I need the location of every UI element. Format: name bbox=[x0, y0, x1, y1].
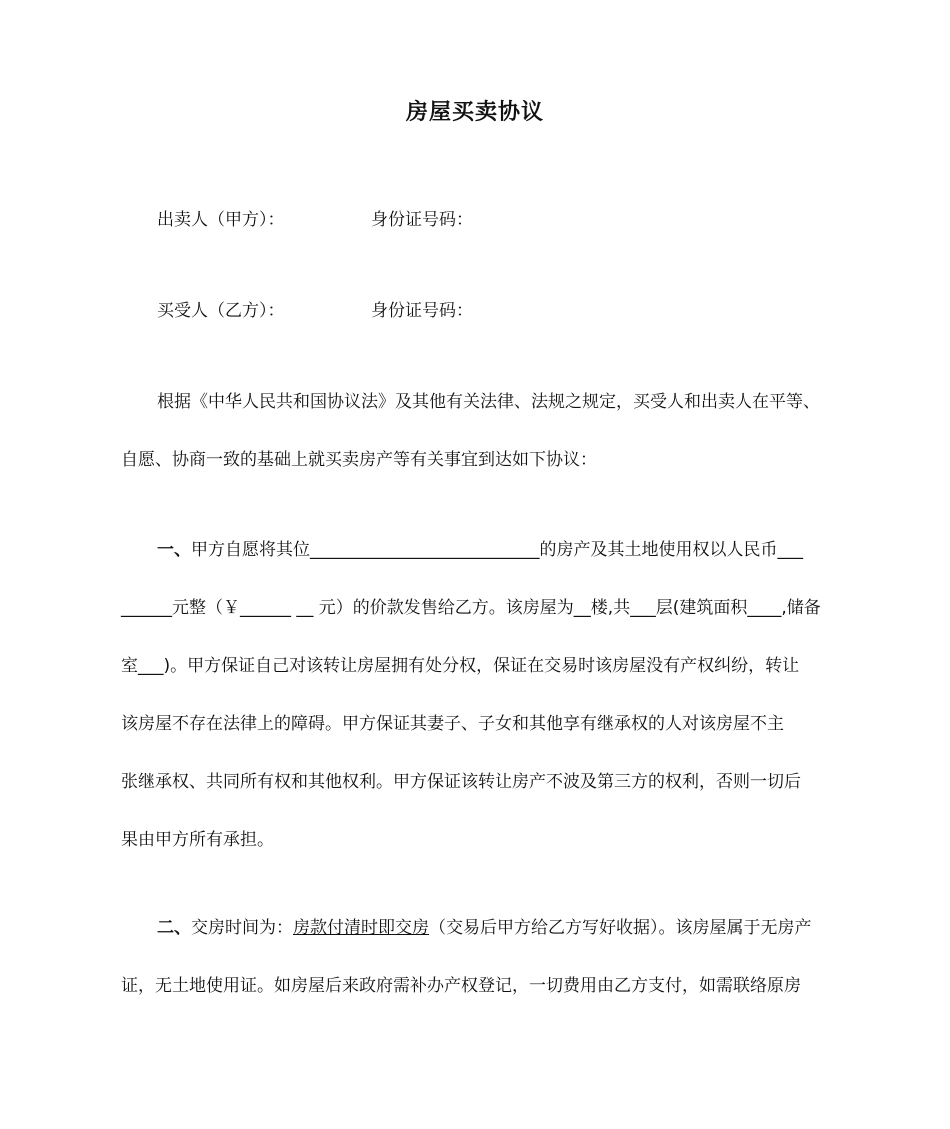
clause-2-suffix: （交易后甲方给乙方写好收据）。该房屋属于无房产 bbox=[429, 918, 812, 938]
seller-line bbox=[157, 208, 473, 232]
buyer-id-label: 身份证号码： bbox=[371, 301, 473, 321]
buyer-line bbox=[157, 299, 473, 323]
clause-2 bbox=[121, 899, 829, 1015]
clause-2-line-2: 证，无土地使用证。如房屋后来政府需补办产权登记，一切费用由乙方支付，如需联络原房 bbox=[121, 976, 801, 996]
clause-2-prefix: 交房时间为： bbox=[191, 918, 293, 938]
clause-1-line-2: ______元整（￥______ __ 元）的价款发售给乙方。该房屋为__楼,共___层(建筑面积____,储备 bbox=[121, 598, 821, 618]
clause-1-line-5: 张继承权、共同所有权和其他权利。甲方保证该转让房产不波及第三方的权利，否则一切后 bbox=[121, 772, 801, 792]
clause-1-number: 一、 bbox=[157, 540, 191, 560]
clause-1 bbox=[121, 521, 829, 869]
clause-1-line-3: 室___)。甲方保证自己对该转让房屋拥有处分权，保证在交易时该房屋没有产权纠纷，转让 bbox=[121, 656, 800, 676]
clause-1-line-1-text: 甲方自愿将其位___________________________的房产及其土地使用权以人民币___ bbox=[191, 540, 803, 560]
seller-id-label: 身份证号码： bbox=[371, 210, 473, 230]
seller-label: 出卖人（甲方）： bbox=[157, 210, 285, 230]
buyer-label: 买受人（乙方）： bbox=[157, 301, 285, 321]
clause-2-line-1 bbox=[121, 899, 829, 957]
clause-1-line-6: 果由甲方所有承担。 bbox=[121, 830, 274, 850]
intro-paragraph bbox=[121, 373, 829, 489]
document-title: 房屋买卖协议 bbox=[405, 100, 544, 125]
intro-line-2: 自愿、协商一致的基础上就买卖房产等有关事宜到达如下协议： bbox=[121, 450, 597, 470]
clause-2-number: 二、 bbox=[157, 918, 191, 938]
intro-line-1: 根据《中华人民共和国协议法》及其他有关法律、法规之规定，买受人和出卖人在平等、 bbox=[157, 392, 820, 412]
clause-1-line-1 bbox=[121, 521, 829, 579]
clause-2-underlined: 房款付清时即交房 bbox=[293, 918, 429, 938]
clause-1-line-4: 该房屋不存在法律上的障碍。甲方保证其妻子、子女和其他享有继承权的人对该房屋不主 bbox=[121, 714, 784, 734]
